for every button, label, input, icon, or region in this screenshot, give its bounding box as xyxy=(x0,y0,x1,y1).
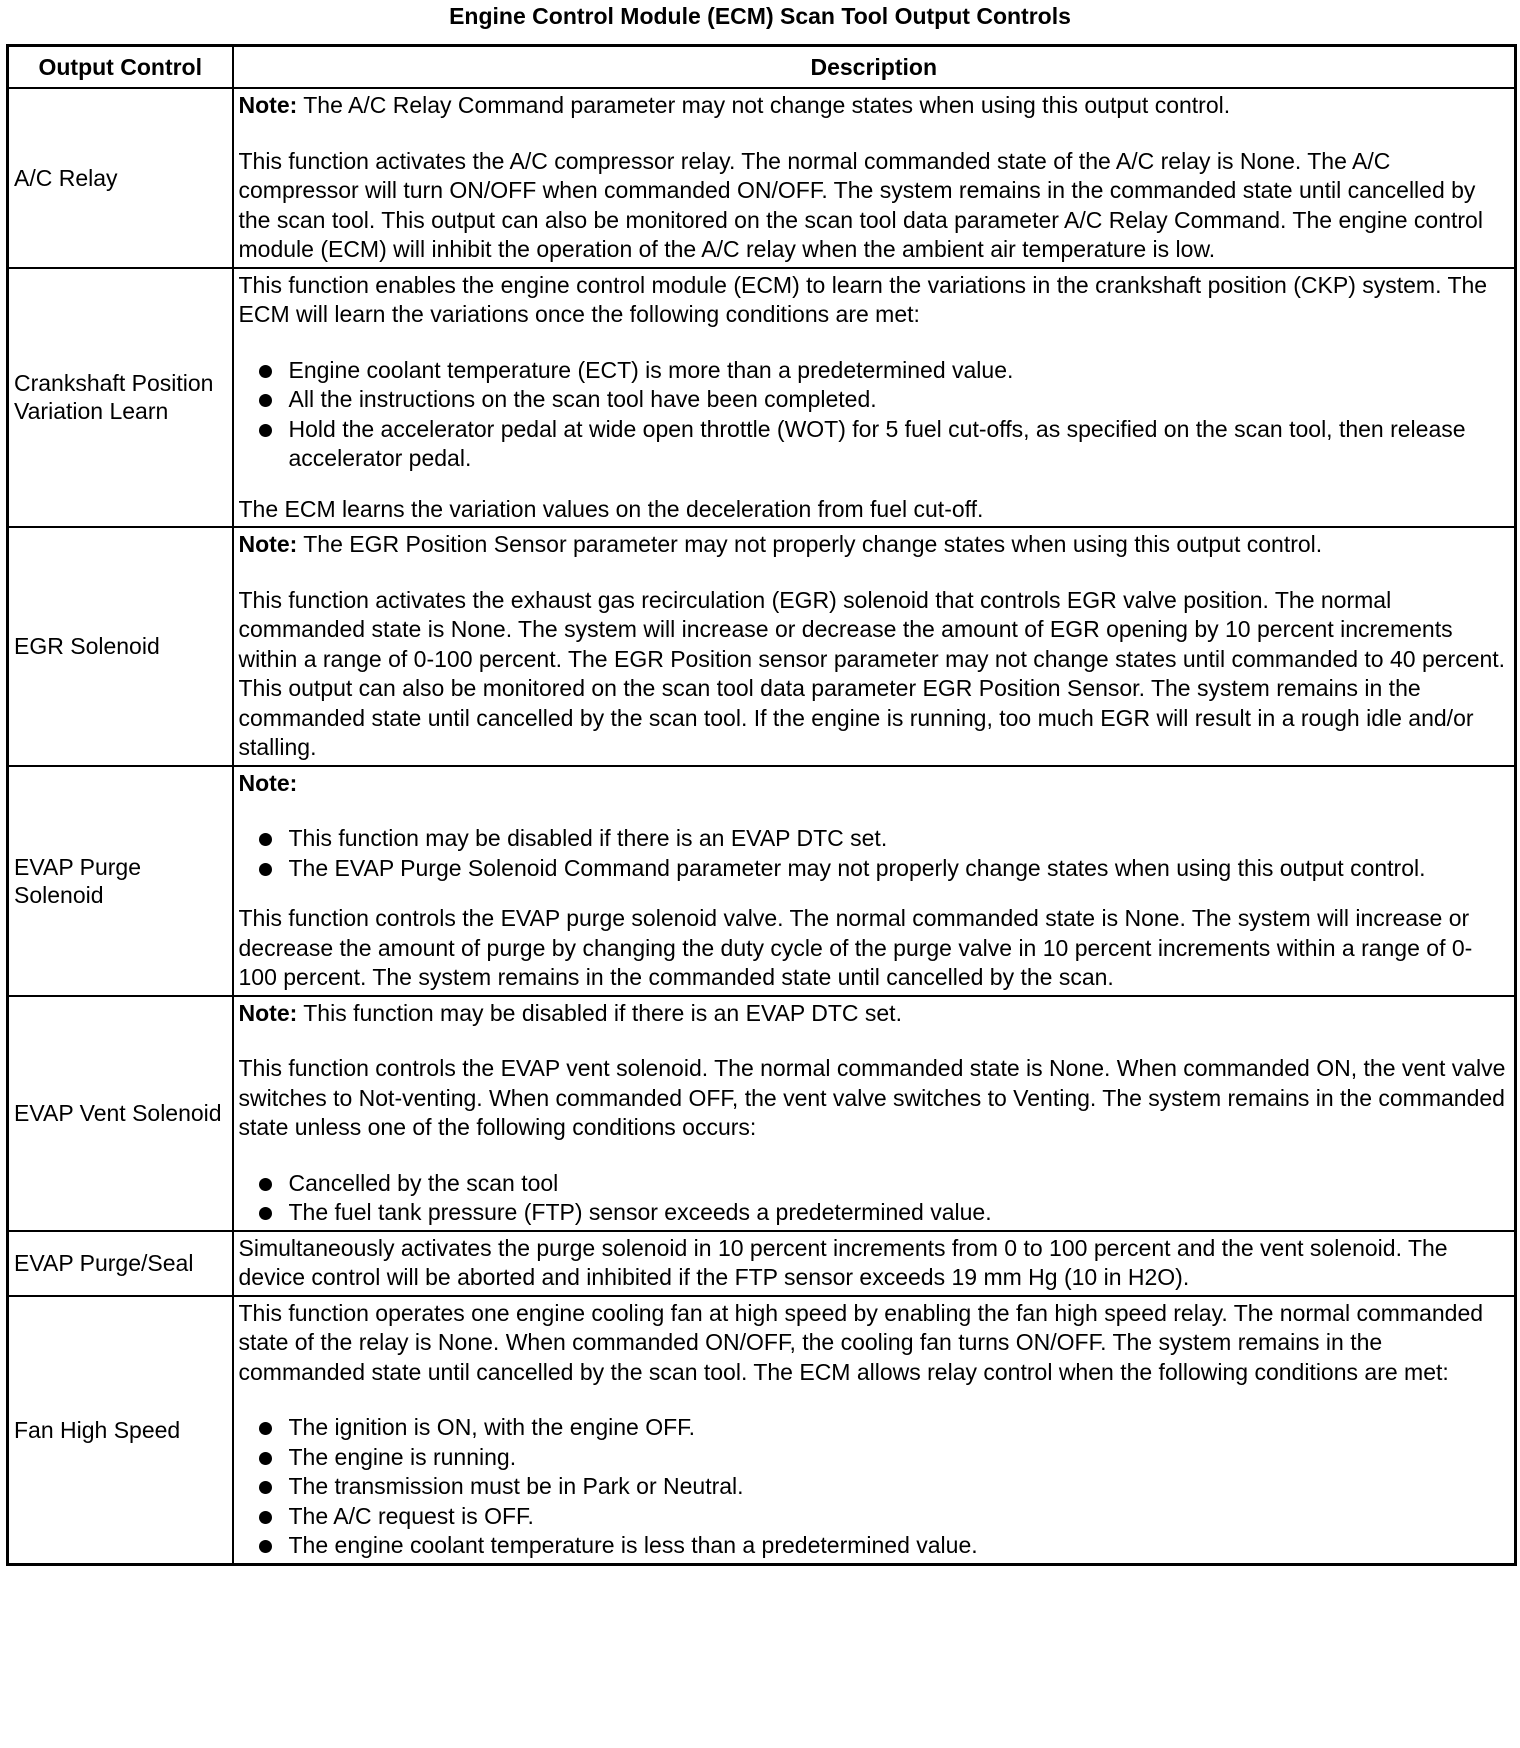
table-row xyxy=(8,1231,1516,1296)
description-cell xyxy=(233,996,1516,1231)
output-control-cell: EGR Solenoid xyxy=(8,527,233,766)
description-cell xyxy=(233,1296,1516,1565)
note-paragraph xyxy=(239,530,1509,560)
table-body xyxy=(8,88,1516,1564)
list-item xyxy=(239,854,1509,884)
list-item xyxy=(239,356,1509,386)
table-row xyxy=(8,268,1516,528)
output-control-cell: Crankshaft Position Variation Learn xyxy=(8,268,233,528)
list-item-text: The engine coolant temperature is less than a predetermined value. xyxy=(288,1532,978,1558)
page-title: Engine Control Module (ECM) Scan Tool Output Controls xyxy=(449,3,1071,29)
list-item-text: The EVAP Purge Solenoid Command parameter may not properly change states when using this output control. xyxy=(288,854,1426,881)
note-paragraph xyxy=(239,999,1509,1029)
table-row xyxy=(8,766,1516,996)
header-row xyxy=(8,46,1516,89)
table-row xyxy=(8,88,1516,268)
note-text: The EGR Position Sensor parameter may not properly change states when using this output control. xyxy=(297,531,1323,557)
list-item-text: The fuel tank pressure (FTP) sensor exceeds a predetermined value. xyxy=(288,1199,992,1225)
bullet-icon xyxy=(259,863,272,876)
list-item xyxy=(239,1502,1509,1532)
output-control-cell: Fan High Speed xyxy=(8,1296,233,1565)
description-paragraph: This function controls the EVAP vent solenoid. The normal commanded state is None. When commanded ON, the vent valve switches to Not-venting. When commanded OFF, the vent valve switches to Venting. The system remains in the commanded state unless one of the following conditions occurs: xyxy=(238,1055,1506,1140)
list-item xyxy=(239,824,1509,854)
list-item-text: The transmission must be in Park or Neutral. xyxy=(288,1473,744,1499)
description-cell xyxy=(233,88,1516,268)
note-label: Note: xyxy=(238,531,298,557)
bullet-icon xyxy=(259,1207,272,1220)
description-paragraph: This function operates one engine cooling fan at high speed by enabling the fan high speed relay. The normal commanded state of the relay is None. When commanded ON/OFF, the cooling fan turns ON/OFF. The system remains in the commanded state until cancelled by the scan tool. The ECM allows relay control when the following conditions are met: xyxy=(238,1299,1484,1385)
description-paragraph: This function enables the engine control module (ECM) to learn the variations in the crankshaft position (CKP) system. The ECM will learn the variations once the following conditions are met: xyxy=(238,271,1488,327)
output-control-cell: EVAP Purge Solenoid xyxy=(8,766,233,996)
table-row xyxy=(8,1296,1516,1565)
bullet-icon xyxy=(259,1452,272,1465)
list-item-text: Hold the accelerator pedal at wide open throttle (WOT) for 5 fuel cut-offs, as specified on the scan tool, then release accelerator pedal. xyxy=(288,415,1466,471)
list-item xyxy=(239,1198,1509,1228)
description-cell xyxy=(233,1231,1516,1296)
bullet-list xyxy=(239,1413,1509,1561)
bullet-list xyxy=(239,824,1509,883)
note-text: The A/C Relay Command parameter may not change states when using this output control. xyxy=(297,92,1231,118)
bullet-icon xyxy=(259,1511,272,1524)
description-paragraph: The ECM learns the variation values on the deceleration from fuel cut-off. xyxy=(238,495,984,522)
list-item-text: The engine is running. xyxy=(288,1443,517,1470)
note-label: Note: xyxy=(238,999,298,1026)
list-item xyxy=(239,1169,1509,1199)
bullet-icon xyxy=(259,1422,272,1435)
note-paragraph xyxy=(239,91,1509,121)
list-item xyxy=(239,1413,1509,1443)
bullet-icon xyxy=(259,1178,272,1191)
list-item-text: This function may be disabled if there is an EVAP DTC set. xyxy=(288,825,888,851)
description-paragraph: Simultaneously activates the purge solenoid in 10 percent increments from 0 to 100 percent and the vent solenoid. The device control will be aborted and inhibited if the FTP sensor exceeds 19 mm Hg (10 in H2O). xyxy=(238,1234,1448,1290)
bullet-icon xyxy=(259,394,272,407)
bullet-list xyxy=(239,356,1509,474)
list-item xyxy=(239,385,1509,415)
description-paragraph: This function activates the A/C compressor relay. The normal commanded state of the A/C relay is None. The A/C compressor will turn ON/OFF when commanded ON/OFF. The system remains in the commanded state until cancelled by the scan tool. This output can also be monitored on the scan tool data parameter A/C Relay Command. The engine control module (ECM) will inhibit the operation of the A/C relay when the ambient air temperature is low. xyxy=(238,147,1483,262)
bullet-icon xyxy=(259,424,272,437)
output-control-cell: A/C Relay xyxy=(8,88,233,268)
note-text: This function may be disabled if there is an EVAP DTC set. xyxy=(297,999,902,1026)
description-cell xyxy=(233,268,1516,528)
list-item-text: All the instructions on the scan tool have been completed. xyxy=(288,386,877,412)
list-item-text: Cancelled by the scan tool xyxy=(288,1169,559,1196)
bullet-icon xyxy=(259,1481,272,1494)
list-item-text: The A/C request is OFF. xyxy=(288,1502,534,1529)
output-control-cell: EVAP Purge/Seal xyxy=(8,1231,233,1296)
bullet-list xyxy=(239,1169,1509,1228)
description-cell xyxy=(233,527,1516,766)
description-paragraph: This function controls the EVAP purge solenoid valve. The normal commanded state is None. The system will increase or decrease the amount of purge by changing the duty cycle of the purge valve in 10 percent increments within a range of 0-100 percent. The system remains in the commanded state until cancelled by the scan. xyxy=(238,905,1473,990)
note-label: Note: xyxy=(238,92,298,118)
list-item-text: Engine coolant temperature (ECT) is more than a predetermined value. xyxy=(288,356,1014,383)
header-output-control: Output Control xyxy=(8,46,233,89)
bullet-icon xyxy=(259,833,272,846)
list-item xyxy=(239,415,1509,474)
table-row xyxy=(8,996,1516,1231)
list-item xyxy=(239,1443,1509,1473)
bullet-icon xyxy=(259,1540,272,1553)
list-item-text: The ignition is ON, with the engine OFF. xyxy=(288,1414,696,1440)
output-control-cell: EVAP Vent Solenoid xyxy=(8,996,233,1231)
note-label: Note: xyxy=(238,769,298,796)
list-item xyxy=(239,1472,1509,1502)
description-paragraph: This function activates the exhaust gas recirculation (EGR) solenoid that controls EGR valve position. The normal commanded state is None. The system will increase or decrease the amount of EGR opening by 10 percent increments within a range of 0-100 percent. The EGR Position sensor parameter may not change states until commanded to 40 percent. This output can also be monitored on the scan tool data parameter EGR Position Sensor. The system remains in the commanded state until cancelled by the scan tool. If the engine is running, too much EGR will result in a rough idle and/or stalling. xyxy=(238,586,1506,760)
note-paragraph xyxy=(239,769,1509,799)
bullet-icon xyxy=(259,365,272,378)
table-row xyxy=(8,527,1516,766)
output-controls-table xyxy=(6,44,1517,1566)
header-description: Description xyxy=(233,46,1516,89)
list-item xyxy=(239,1531,1509,1561)
description-cell xyxy=(233,766,1516,996)
